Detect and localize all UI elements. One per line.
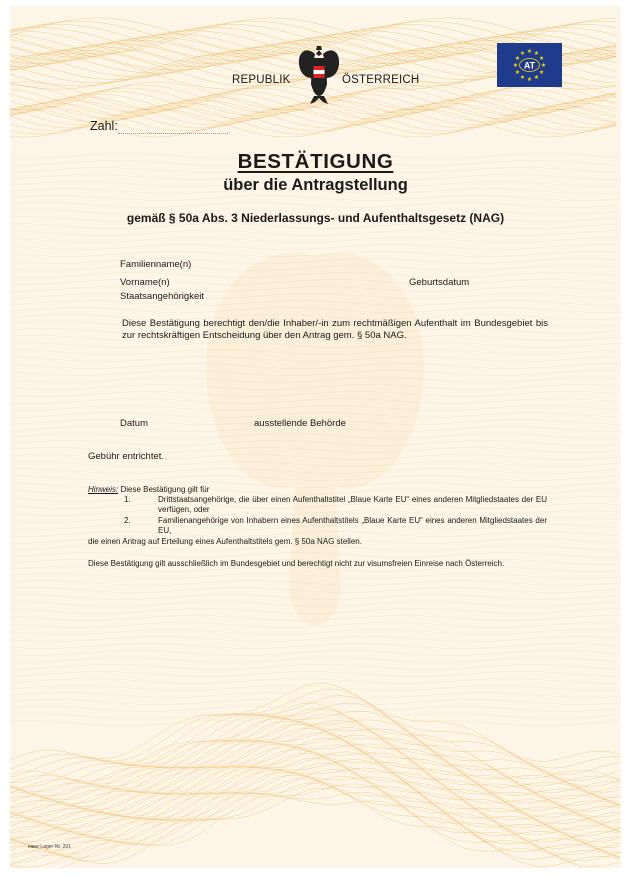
guilloche-pattern: [10, 6, 621, 868]
validity-note: Diese Bestätigung gilt ausschließlich im Bundesgebiet und berechtigt nicht zur visumsfreien Einreise nach Österreich.: [88, 559, 505, 568]
country-code-label: AT: [523, 60, 536, 71]
hinweis-item-1-text: Drittstaatsangehörige, die über einen Aufenthaltstitel „Blaue Karte EU“ eines anderen Mitgliedstaates der EU verfügen, oder: [158, 495, 547, 514]
eu-flag-badge: [497, 43, 562, 87]
zahl-dotted-line: [118, 133, 228, 134]
eu-star: ★: [526, 49, 533, 55]
fee-note: Gebühr entrichtet.: [88, 451, 165, 462]
eu-star: ★: [538, 70, 545, 76]
hinweis-label: Hinweis:: [88, 485, 119, 494]
field-staatsangehoerigkeit: Staatsangehörigkeit: [120, 291, 204, 302]
hinweis-closing: die einen Antrag auf Erteilung eines Aufenthaltstitels gem. § 50a NAG stellen.: [88, 537, 362, 546]
austrian-eagle-emblem: [296, 44, 342, 106]
field-familienname: Familienname(n): [120, 259, 192, 270]
print-mark-text: PRINT: [28, 844, 40, 849]
hinweis-intro: Diese Bestätigung gilt für: [120, 485, 210, 494]
eu-star: ★: [540, 63, 547, 69]
footer-print-mark: [28, 844, 71, 850]
header-republik: REPUBLIK: [232, 74, 291, 86]
title-text: BESTÄTIGUNG: [237, 150, 394, 173]
zahl-label: Zahl:: [90, 119, 118, 133]
eu-star: ★: [514, 70, 521, 76]
lager-number: Lager-Nr. 201: [40, 844, 71, 850]
eu-star: ★: [512, 63, 519, 69]
signature-behoerde: ausstellende Behörde: [254, 418, 346, 429]
document-title: [10, 150, 621, 174]
field-geburtsdatum: Geburtsdatum: [409, 277, 470, 288]
document-sheet: [10, 6, 621, 868]
document-subtitle: über die Antragstellung: [223, 176, 408, 194]
field-vorname: Vorname(n): [120, 277, 170, 288]
eu-star: ★: [514, 56, 521, 62]
eu-star: ★: [533, 50, 540, 57]
eu-star: ★: [526, 77, 533, 83]
legal-reference: gemäß § 50a Abs. 3 Niederlassungs- und Aufenthaltsgesetz (NAG): [126, 211, 505, 225]
eu-star: ★: [519, 50, 526, 57]
eu-star: ★: [519, 75, 526, 82]
hinweis-item-2-text: Familienangehörige von Inhabern eines Aufenthaltstitels „Blaue Karte EU“ eines anderen Mitgliedstaates der EU,: [158, 516, 547, 535]
entitlement-paragraph: Diese Bestätigung berechtigt den/die Inhaber/-in zum rechtmäßigen Aufenthalt im Bundesgebiet bis zur rechtskräftigen Entscheidung über den Antrag gem. § 50a NAG.: [122, 318, 548, 341]
hinweis-item-1-number: 1.: [124, 495, 131, 504]
eu-star: ★: [538, 56, 545, 62]
eu-star: ★: [533, 75, 540, 82]
header-oesterreich: ÖSTERREICH: [342, 74, 420, 86]
hinweis-section: [88, 485, 209, 495]
signature-datum: Datum: [120, 418, 148, 429]
hinweis-item-2-number: 2.: [124, 516, 131, 525]
